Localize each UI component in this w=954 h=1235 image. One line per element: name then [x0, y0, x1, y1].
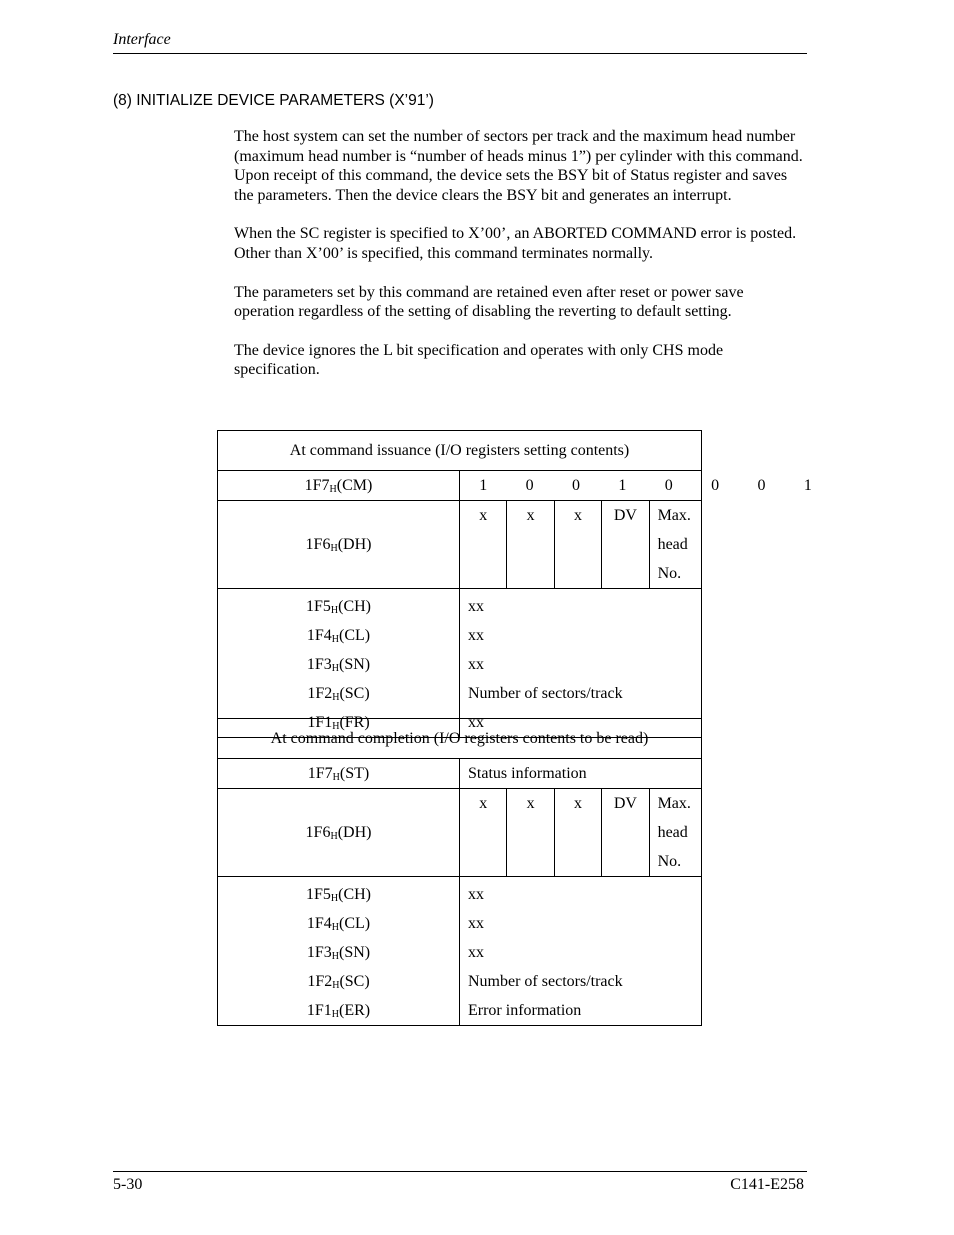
bit-value: x	[555, 789, 602, 876]
max-head-label: Max. head No.	[657, 507, 691, 582]
register-row-st	[218, 759, 702, 789]
bit-value: 0	[571, 477, 580, 494]
bit-value: 0	[711, 477, 720, 494]
table-caption: At command issuance (I/O registers setting contents)	[218, 431, 702, 471]
footer-rule	[113, 1171, 807, 1172]
bit-value: 0	[757, 477, 766, 494]
register-row	[218, 621, 702, 650]
register-name: $1F5_H(CH)$	[218, 589, 460, 622]
register-value: xx	[460, 938, 702, 967]
register-row	[218, 650, 702, 679]
register-value: xx	[460, 877, 702, 910]
paragraph: The host system can set the number of sectors per track and the maximum head number (maximum head number is “number of heads minus 1”) per cylinder with this command. Upon receipt of this command, the device sets the BSY bit of Status register and saves the parameters. Then the device clears the BSY bit and generates an interrupt.	[234, 128, 803, 204]
register-name: $1F3_H(SN)$	[218, 938, 460, 967]
bit-value: x	[460, 789, 507, 876]
register-name: $1F5_H(CH)$	[218, 877, 460, 910]
register-name: $1F2_H(SC)$	[218, 679, 460, 708]
register-value: xx	[460, 589, 702, 622]
document-id: C141-E258	[730, 1176, 804, 1193]
register-name: $1F1_H(FR)$	[218, 708, 460, 738]
bit-value: x	[460, 501, 507, 588]
bit-value: 0	[664, 477, 673, 494]
running-header: Interface	[113, 31, 171, 48]
register-value: Number of sectors/track	[460, 967, 702, 996]
register-name: $1F1_H(ER)$	[218, 996, 460, 1026]
bit-value: DV	[602, 501, 649, 588]
bit-value: x	[507, 789, 554, 876]
body-text	[234, 127, 804, 399]
paragraph: When the SC register is specified to X’00’, an ABORTED COMMAND error is posted. Other than X’00’ is specified, this command terminates normally.	[234, 225, 797, 262]
drive-head-bits	[460, 501, 701, 588]
register-name: $1F6_H(DH)$	[218, 501, 460, 589]
register-name: $1F3_H(SN)$	[218, 650, 460, 679]
register-value: xx	[460, 650, 702, 679]
register-row	[218, 589, 702, 622]
register-row	[218, 938, 702, 967]
register-name: $1F4_H(CL)$	[218, 909, 460, 938]
register-row	[218, 909, 702, 938]
bit-value: x	[555, 501, 602, 588]
register-row-dh	[218, 501, 702, 589]
drive-head-bits	[460, 789, 701, 876]
register-name: $1F6_H(DH)$	[218, 789, 460, 877]
register-name: $1F2_H(SC)$	[218, 967, 460, 996]
bit-value: DV	[602, 789, 649, 876]
command-completion-table	[217, 718, 702, 1026]
register-row	[218, 967, 702, 996]
register-value: xx	[460, 708, 702, 738]
register-row	[218, 996, 702, 1026]
register-value: Status information	[460, 759, 702, 789]
register-name: $1F7_H(ST)$	[218, 759, 460, 789]
register-value: Error information	[460, 996, 702, 1026]
command-code-bits	[460, 471, 812, 500]
register-name: $1F7_H(CM)$	[218, 471, 460, 501]
table-caption: At command completion (I/O registers contents to be read)	[218, 719, 702, 759]
max-head-label: Max. head No.	[657, 795, 691, 870]
register-row	[218, 877, 702, 910]
register-row	[218, 679, 702, 708]
bit-value: 1	[803, 477, 812, 494]
command-issuance-table	[217, 430, 812, 738]
paragraph: The parameters set by this command are retained even after reset or power save operation regardless of the setting of disabling the reverting to default setting.	[234, 283, 744, 321]
bit-value: x	[507, 501, 554, 588]
register-value: xx	[460, 909, 702, 938]
register-row-cm	[218, 471, 702, 501]
page-number: 5-30	[113, 1176, 143, 1193]
bit-value: 1	[479, 477, 488, 494]
section-title: (8) INITIALIZE DEVICE PARAMETERS (X’91’)	[113, 92, 434, 109]
bit-value: 1	[618, 477, 627, 494]
register-value: xx	[460, 621, 702, 650]
bit-value: 0	[525, 477, 534, 494]
register-name: $1F4_H(CL)$	[218, 621, 460, 650]
header-rule	[113, 53, 807, 54]
paragraph: The device ignores the L bit specification and operates with only CHS mode specification.	[234, 341, 724, 379]
register-value: Number of sectors/track	[460, 679, 702, 708]
register-row-dh	[218, 789, 702, 877]
